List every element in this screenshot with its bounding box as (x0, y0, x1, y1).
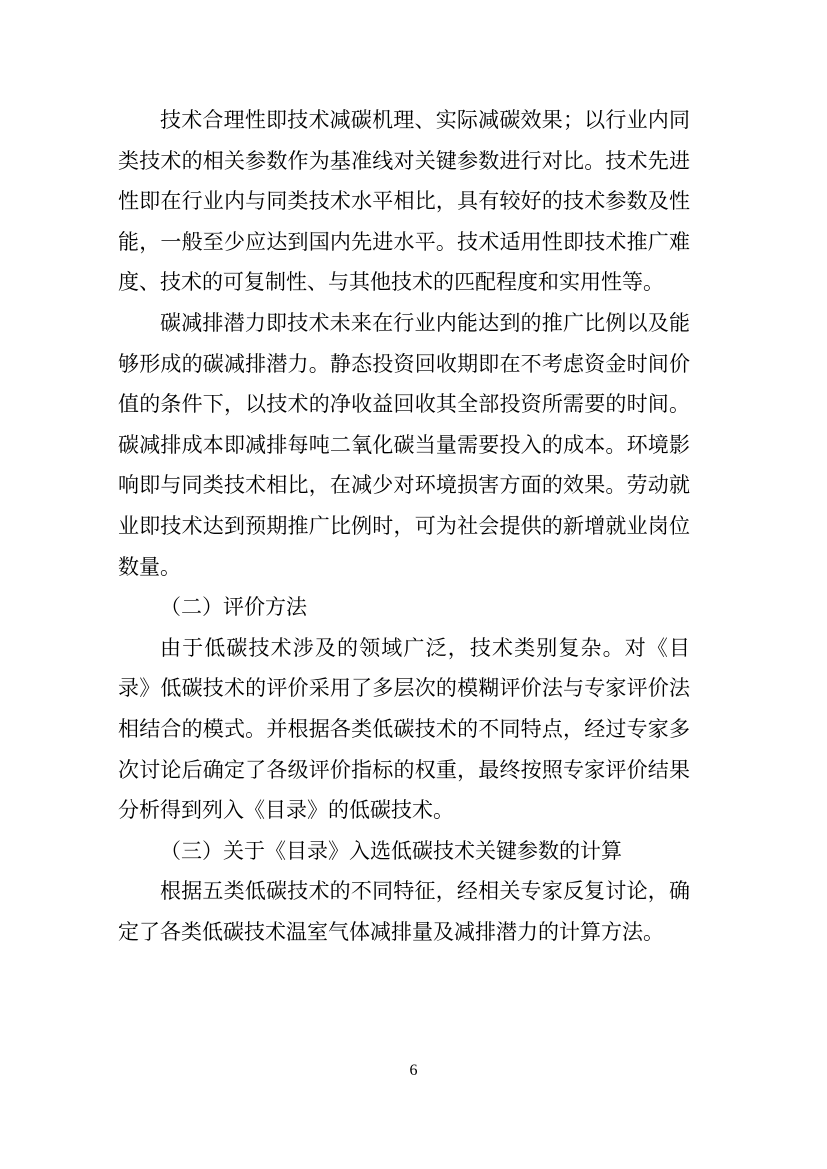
paragraph: 由于低碳技术涉及的领域广泛，技术类别复杂。对《目录》低碳技术的评价采用了多层次的模糊评价法与专家评价法相结合的模式。并根据各类低碳技术的不同特点，经过专家多次讨论后确定了各级评价指标的权重，最终按照专家评价结果分析得到列入《目录》的低碳技术。 (118, 635, 690, 823)
paragraph: 碳减排潜力即技术未来在行业内能达到的推广比例以及能够形成的碳减排潜力。静态投资回收期即在不考虑资金时间价值的条件下，以技术的净收益回收其全部投资所需要的时间。碳减排成本即减排每吨二氧化碳当量需要投入的成本。环境影响即与同类技术相比，在减少对环境损害方面的效果。劳动就业即技术达到预期推广比例时，可为社会提供的新增就业岗位数量。 (118, 310, 690, 579)
paragraph: 技术合理性即技术减碳机理、实际减碳效果；以行业内同类技术的相关参数作为基准线对关键参数进行对比。技术先进性即在行业内与同类技术水平相比，具有较好的技术参数及性能，一般至少应达到国内先进水平。技术适用性即技术推广难度、技术的可复制性、与其他技术的匹配程度和实用性等。 (118, 108, 690, 295)
paragraph: 根据五类低碳技术的不同特征，经相关专家反复讨论，确定了各类低碳技术温室气体减排量及减排潜力的计算方法。 (118, 879, 690, 944)
section-heading-2: （二）评价方法 (160, 595, 307, 620)
document-body (118, 100, 690, 952)
page-number: 6 (409, 1062, 418, 1079)
section-heading-3: （三）关于《目录》入选低碳技术关键参数的计算 (160, 838, 622, 863)
